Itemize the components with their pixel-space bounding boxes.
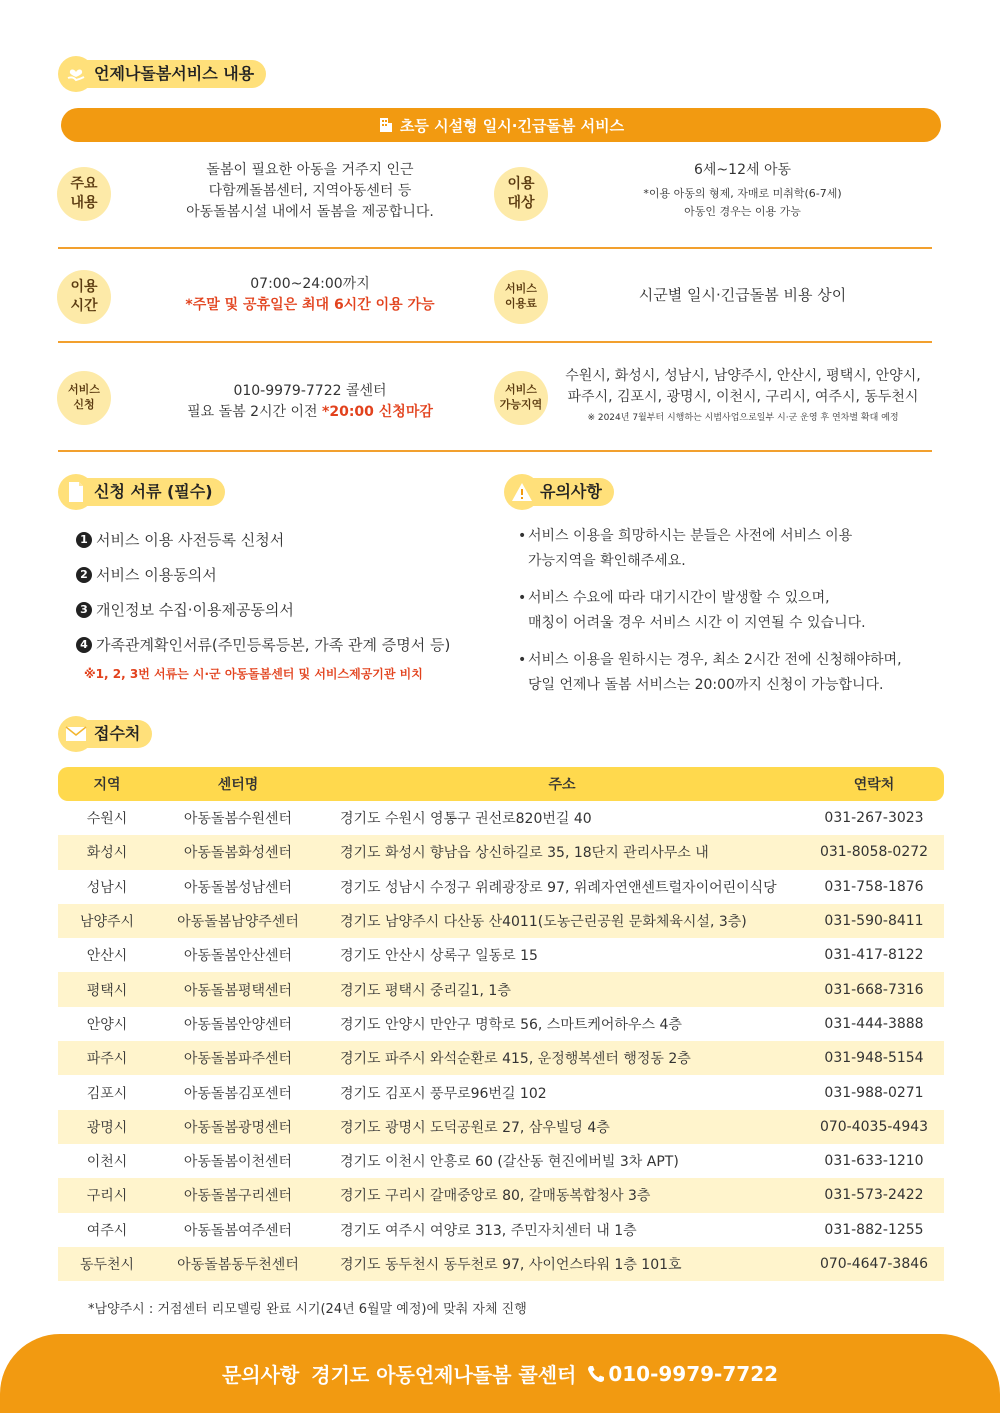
table-row <box>58 1007 944 1041</box>
table-cell: 031-267-3023 <box>824 810 924 827</box>
table-cell: 031-988-0271 <box>824 1084 924 1101</box>
table-cell: 아동돌봄동두천센터 <box>177 1257 299 1273</box>
list-item: 3 개인정보 수집·이용제공동의서 <box>76 592 450 627</box>
table-cell: 031-8058-0272 <box>819 844 929 861</box>
table-row <box>58 835 944 869</box>
divider <box>58 247 932 249</box>
table-cell: 경기도 파주시 와석순환로 415, 운정행복센터 행정동 2층 <box>340 1051 691 1068</box>
column-header: 센터명 <box>217 777 259 793</box>
service-banner <box>61 108 941 142</box>
table-cell: 경기도 화성시 향남읍 상신하길로 35, 18단지 관리사무소 내 <box>340 845 709 862</box>
table-cell: 안산시 <box>86 948 128 965</box>
target-text: 6세~12세 아동 *이용 아동의 형제, 자매로 미취학(6-7세) 아동인 경우는 이용 가능 <box>643 162 842 218</box>
table-cell: 아동돌봄여주센터 <box>183 1222 293 1239</box>
table-cell: 평택시 <box>86 982 128 999</box>
column-header: 연락처 <box>853 777 895 793</box>
table-cell: 031-444-3888 <box>824 1015 924 1032</box>
phone-icon <box>586 1364 606 1384</box>
table-cell: 아동돌봄안양센터 <box>183 1016 293 1033</box>
section-title-service <box>58 56 266 92</box>
section-title-text: 접수처 <box>84 720 152 748</box>
apply-text: 010-9979-7722 콜센터 필요 돌봄 2시간 이전 *20:00 신청마감 <box>187 383 433 420</box>
table-row <box>58 1178 944 1212</box>
table-cell: 동두천시 <box>79 1257 135 1273</box>
label-region: 서비스 가능지역 <box>494 371 548 425</box>
label-fee: 서비스 이용료 <box>494 270 548 324</box>
table-cell: 파주시 <box>86 1051 128 1068</box>
divider <box>58 341 932 343</box>
table-cell: 경기도 김포시 풍무로96번길 102 <box>340 1085 547 1102</box>
table-cell: 이천시 <box>86 1154 128 1171</box>
footer-label: 문의사항 <box>221 1363 300 1387</box>
footer-center: 경기도 아동언제나돌봄 콜센터 <box>311 1363 577 1387</box>
table-cell: 경기도 이천시 안흥로 60 (갈산동 현진에버빌 3차 APT) <box>340 1154 679 1171</box>
table-row <box>58 1110 944 1144</box>
column-header: 지역 <box>93 777 121 793</box>
table-row <box>58 870 944 904</box>
table-cell: 070-4035-4943 <box>819 1118 929 1135</box>
section-title-text: 언제나돌봄서비스 내용 <box>84 60 266 88</box>
table-note: *남양주시 : 거점센터 리모델링 완료 시기(24년 6월말 예정)에 맞춰 자체 진행 <box>88 1302 527 1317</box>
section-title-text: 유의사항 <box>530 478 614 506</box>
section-title-text: 신청 서류 (필수) <box>84 478 225 506</box>
table-cell: 구리시 <box>86 1188 128 1205</box>
hours-text: 07:00~24:00까지 *주말 및 공휴일은 최대 6시간 이용 가능 <box>185 276 435 313</box>
caution-list <box>518 524 902 710</box>
table-cell: 경기도 안산시 상록구 일동로 15 <box>340 948 538 965</box>
region-text: 수원시, 화성시, 성남시, 남양주시, 안산시, 평택시, 안양시, 파주시, 김포시, 광명시, 이천시, 구리시, 여주시, 동두천시 ※ 2024년 7월부터 시행하는 시범사업으로일부 시·군 운영 후 연차별 확대 예정 <box>565 368 921 423</box>
section-title-contact <box>58 716 152 752</box>
table-cell: 아동돌봄화성센터 <box>183 845 293 862</box>
label-hours: 이용 시간 <box>57 270 111 324</box>
table-cell: 남양주시 <box>79 914 135 931</box>
table-cell: 아동돌봄성남센터 <box>183 879 293 896</box>
table-cell: 아동돌봄수원센터 <box>183 811 293 828</box>
list-item: • 서비스 수요에 따라 대기시간이 발생할 수 있으며, 매칭이 어려울 경우 서비스 시간 이 지연될 수 있습니다. <box>518 590 866 631</box>
list-item: 1 서비스 이용 사전등록 신청서 <box>76 522 450 557</box>
table-cell: 031-590-8411 <box>824 913 924 930</box>
docs-note: ※1, 2, 3번 서류는 시·군 아동돌봄센터 및 서비스제공기관 비치 <box>84 667 423 681</box>
list-item: • 서비스 이용을 희망하시는 분들은 사전에 서비스 이용 가능지역을 확인해주세요. <box>518 528 853 569</box>
table-cell: 경기도 광명시 도덕공원로 27, 삼우빌딩 4층 <box>340 1119 610 1136</box>
table-cell: 031-417-8122 <box>824 947 924 964</box>
table-row <box>58 1213 944 1247</box>
table-cell: 경기도 안양시 만안구 명학로 56, 스마트케어하우스 4층 <box>340 1016 682 1033</box>
table-cell: 경기도 성남시 수정구 위례광장로 97, 위례자연앤센트럴자이어린이식당 <box>340 879 777 896</box>
table-cell: 031-948-5154 <box>824 1050 924 1067</box>
table-row <box>58 972 944 1006</box>
table-row <box>58 1247 944 1281</box>
column-header: 주소 <box>548 777 576 793</box>
table-row <box>58 1041 944 1075</box>
table-cell: 김포시 <box>86 1085 128 1102</box>
heart-hand-icon <box>58 56 94 92</box>
document-icon <box>58 474 94 510</box>
table-cell: 안양시 <box>86 1016 128 1033</box>
table-cell: 성남시 <box>86 879 128 896</box>
table-row <box>58 1144 944 1178</box>
table-row <box>58 1075 944 1109</box>
list-item: • 서비스 이용을 원하시는 경우, 최소 2시간 전에 신청해야하며, 당일 언제나 돌봄 서비스는 20:00까지 신청이 가능합니다. <box>518 652 902 693</box>
banner-label: 초등 시설형 일시·긴급돌봄 서비스 <box>399 116 625 135</box>
table-cell: 아동돌봄남양주센터 <box>177 914 299 931</box>
table-cell: 경기도 여주시 여양로 313, 주민자치센터 내 1층 <box>340 1222 637 1239</box>
label-main-content: 주요 내용 <box>57 167 111 221</box>
table-cell: 아동돌봄이천센터 <box>183 1154 293 1171</box>
table-cell: 화성시 <box>86 845 128 862</box>
building-icon <box>378 117 394 133</box>
table-cell: 031-758-1876 <box>824 878 924 895</box>
list-item: 2 서비스 이용동의서 <box>76 557 450 592</box>
table-cell: 아동돌봄파주센터 <box>183 1051 293 1068</box>
table-cell: 여주시 <box>86 1222 128 1239</box>
table-cell: 경기도 평택시 중리길1, 1층 <box>340 982 511 999</box>
warning-icon <box>504 474 540 510</box>
table-cell: 031-573-2422 <box>824 1187 924 1204</box>
table-cell: 아동돌봄김포센터 <box>183 1085 293 1102</box>
table-cell: 경기도 남양주시 다산동 산4011(도농근린공원 문화체육시설, 3층) <box>340 914 747 931</box>
table-row <box>58 904 944 938</box>
table-cell: 031-668-7316 <box>824 981 924 998</box>
table-cell: 아동돌봄구리센터 <box>183 1188 293 1205</box>
divider <box>58 450 932 452</box>
table-row <box>58 801 944 835</box>
section-title-docs <box>58 474 225 510</box>
docs-list <box>76 522 450 662</box>
table-cell: 경기도 동두천시 동두천로 97, 사이언스타워 1층 101호 <box>340 1257 682 1273</box>
table-cell: 아동돌봄광명센터 <box>183 1119 293 1136</box>
table-cell: 광명시 <box>86 1119 128 1136</box>
main-content-text: 돌봄이 필요한 아동을 거주지 인근 다함께돌봄센터, 지역아동센터 등 아동돌봄시설 내에서 돌봄을 제공합니다. <box>186 162 434 220</box>
table-cell: 031-633-1210 <box>824 1153 924 1170</box>
section-title-caution <box>504 474 614 510</box>
table-cell: 031-882-1255 <box>824 1221 924 1238</box>
footer-contact <box>0 1334 1000 1413</box>
label-target: 이용 대상 <box>494 167 548 221</box>
list-item: 4 가족관계확인서류(주민등록등본, 가족 관계 증명서 등) <box>76 627 450 662</box>
envelope-icon <box>58 716 94 752</box>
table-cell: 경기도 구리시 갈매중앙로 80, 갈매동복합청사 3층 <box>340 1188 651 1205</box>
label-apply: 서비스 신청 <box>57 371 111 425</box>
fee-text: 시군별 일시·긴급돌봄 비용 상이 <box>638 286 847 304</box>
table-cell: 수원시 <box>86 811 128 828</box>
table-cell: 아동돌봄평택센터 <box>183 982 293 999</box>
table-header <box>58 767 944 801</box>
table-cell: 경기도 수원시 영통구 권선로820번길 40 <box>340 811 592 828</box>
footer-phone[interactable]: 010-9979-7722 <box>608 1361 779 1386</box>
table-cell: 아동돌봄안산센터 <box>183 948 293 965</box>
contact-table <box>58 767 944 1281</box>
table-row <box>58 938 944 972</box>
table-cell: 070-4647-3846 <box>819 1256 929 1272</box>
